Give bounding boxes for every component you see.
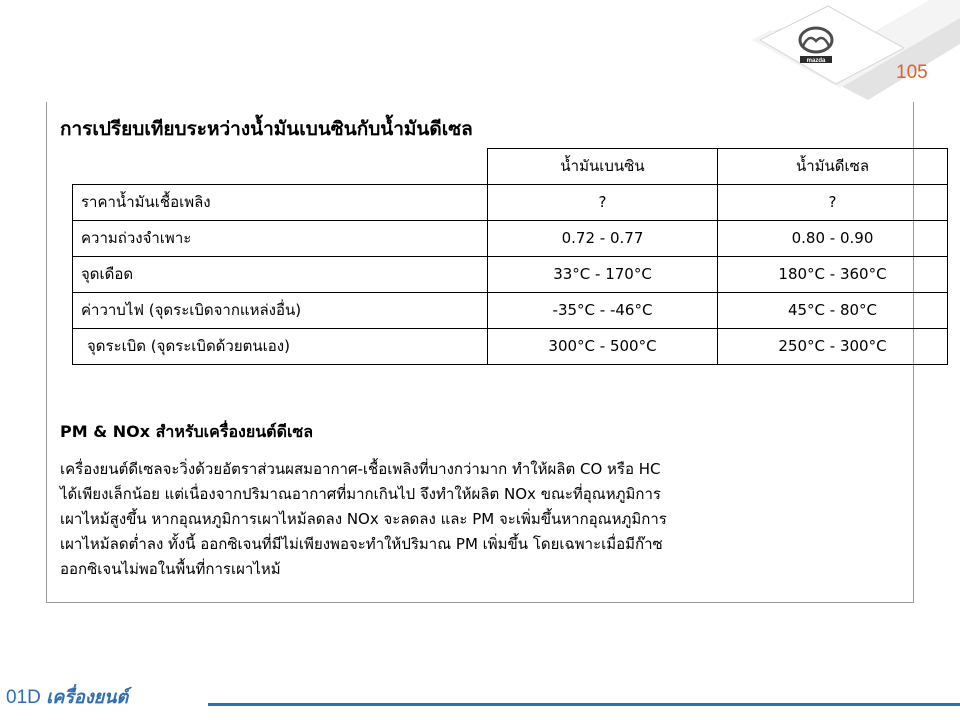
page-number: 105: [896, 62, 928, 83]
table-row: [73, 184, 948, 220]
pm-section-title: PM & NOx สำหรับเครื่องยนต์ดีเซล: [60, 422, 314, 441]
pm-body-line: เครื่องยนต์ดีเซลจะวิ่งด้วยอัตราส่วนผสมอากาศ-เชื้อเพลิงที่บางกว่ามาก ทำให้ผลิต CO หรือ HC: [60, 460, 661, 478]
table-row: [73, 292, 948, 328]
row-label: ความถ่วงจำเพาะ: [73, 220, 488, 256]
pm-section-body: [60, 457, 900, 582]
pm-body-line: ออกซิเจนไม่พอในพื้นที่การเผาไหม้: [60, 560, 281, 578]
logo-wordmark: mazda: [806, 58, 826, 64]
row-label: ค่าวาบไฟ (จุดระเบิดจากแหล่งอื่น): [73, 292, 488, 328]
footer-chapter-label: [6, 682, 128, 711]
gasoline-value: 0.72 - 0.77: [488, 220, 718, 256]
pm-body-line: ได้เพียงเล็กน้อย แต่เนื่องจากปริมาณอากาศที่มากเกินไป จึงทำให้ผลิต NOx ขณะที่อุณหภูมิการ: [60, 485, 661, 503]
row-label: ราคาน้ำมันเชื้อเพลิง: [73, 184, 488, 220]
diesel-value: 180°C - 360°C: [718, 256, 948, 292]
table-row: [73, 220, 948, 256]
row-label: จุดเดือด: [73, 256, 488, 292]
comparison-table: [72, 148, 948, 365]
gasoline-value: -35°C - -46°C: [488, 292, 718, 328]
footer-divider: [208, 703, 960, 706]
footer-chapter-code: 01D: [6, 687, 41, 708]
gasoline-value: ?: [488, 184, 718, 220]
table-row: [73, 256, 948, 292]
table-header-gasoline: น้ำมันเบนซิน: [488, 149, 718, 185]
gasoline-value: 33°C - 170°C: [488, 256, 718, 292]
diesel-value: 0.80 - 0.90: [718, 220, 948, 256]
diesel-value: ?: [718, 184, 948, 220]
table-header-diesel: น้ำมันดีเซล: [718, 149, 948, 185]
pm-body-line: เผาไหม้สูงขึ้น หากอุณหภูมิการเผาไหม้ลดลง NOx จะลดลง และ PM จะเพิ่มขึ้นหากอุณหภูมิการ: [60, 510, 667, 528]
table-row: [73, 328, 948, 364]
footer-chapter-title: เครื่องยนต์: [46, 687, 129, 708]
pm-body-line: เผาไหม้ลดต่ำลง ทั้งนี้ ออกซิเจนที่มีไม่เพียงพอจะทำให้ปริมาณ PM เพิ่มขึ้น โดยเฉพาะเมื่อมีก๊าซ: [60, 535, 663, 553]
table-header-row: [73, 149, 948, 185]
header-logo-band: [0, 0, 960, 100]
diesel-value: 250°C - 300°C: [718, 328, 948, 364]
table-header-empty: [73, 149, 488, 185]
gasoline-value: 300°C - 500°C: [488, 328, 718, 364]
row-label: จุดระเบิด (จุดระเบิดด้วยตนเอง): [73, 328, 488, 364]
section-title: การเปรียบเทียบระหว่างน้ำมันเบนซินกับน้ำมันดีเซล: [60, 118, 473, 140]
diesel-value: 45°C - 80°C: [718, 292, 948, 328]
